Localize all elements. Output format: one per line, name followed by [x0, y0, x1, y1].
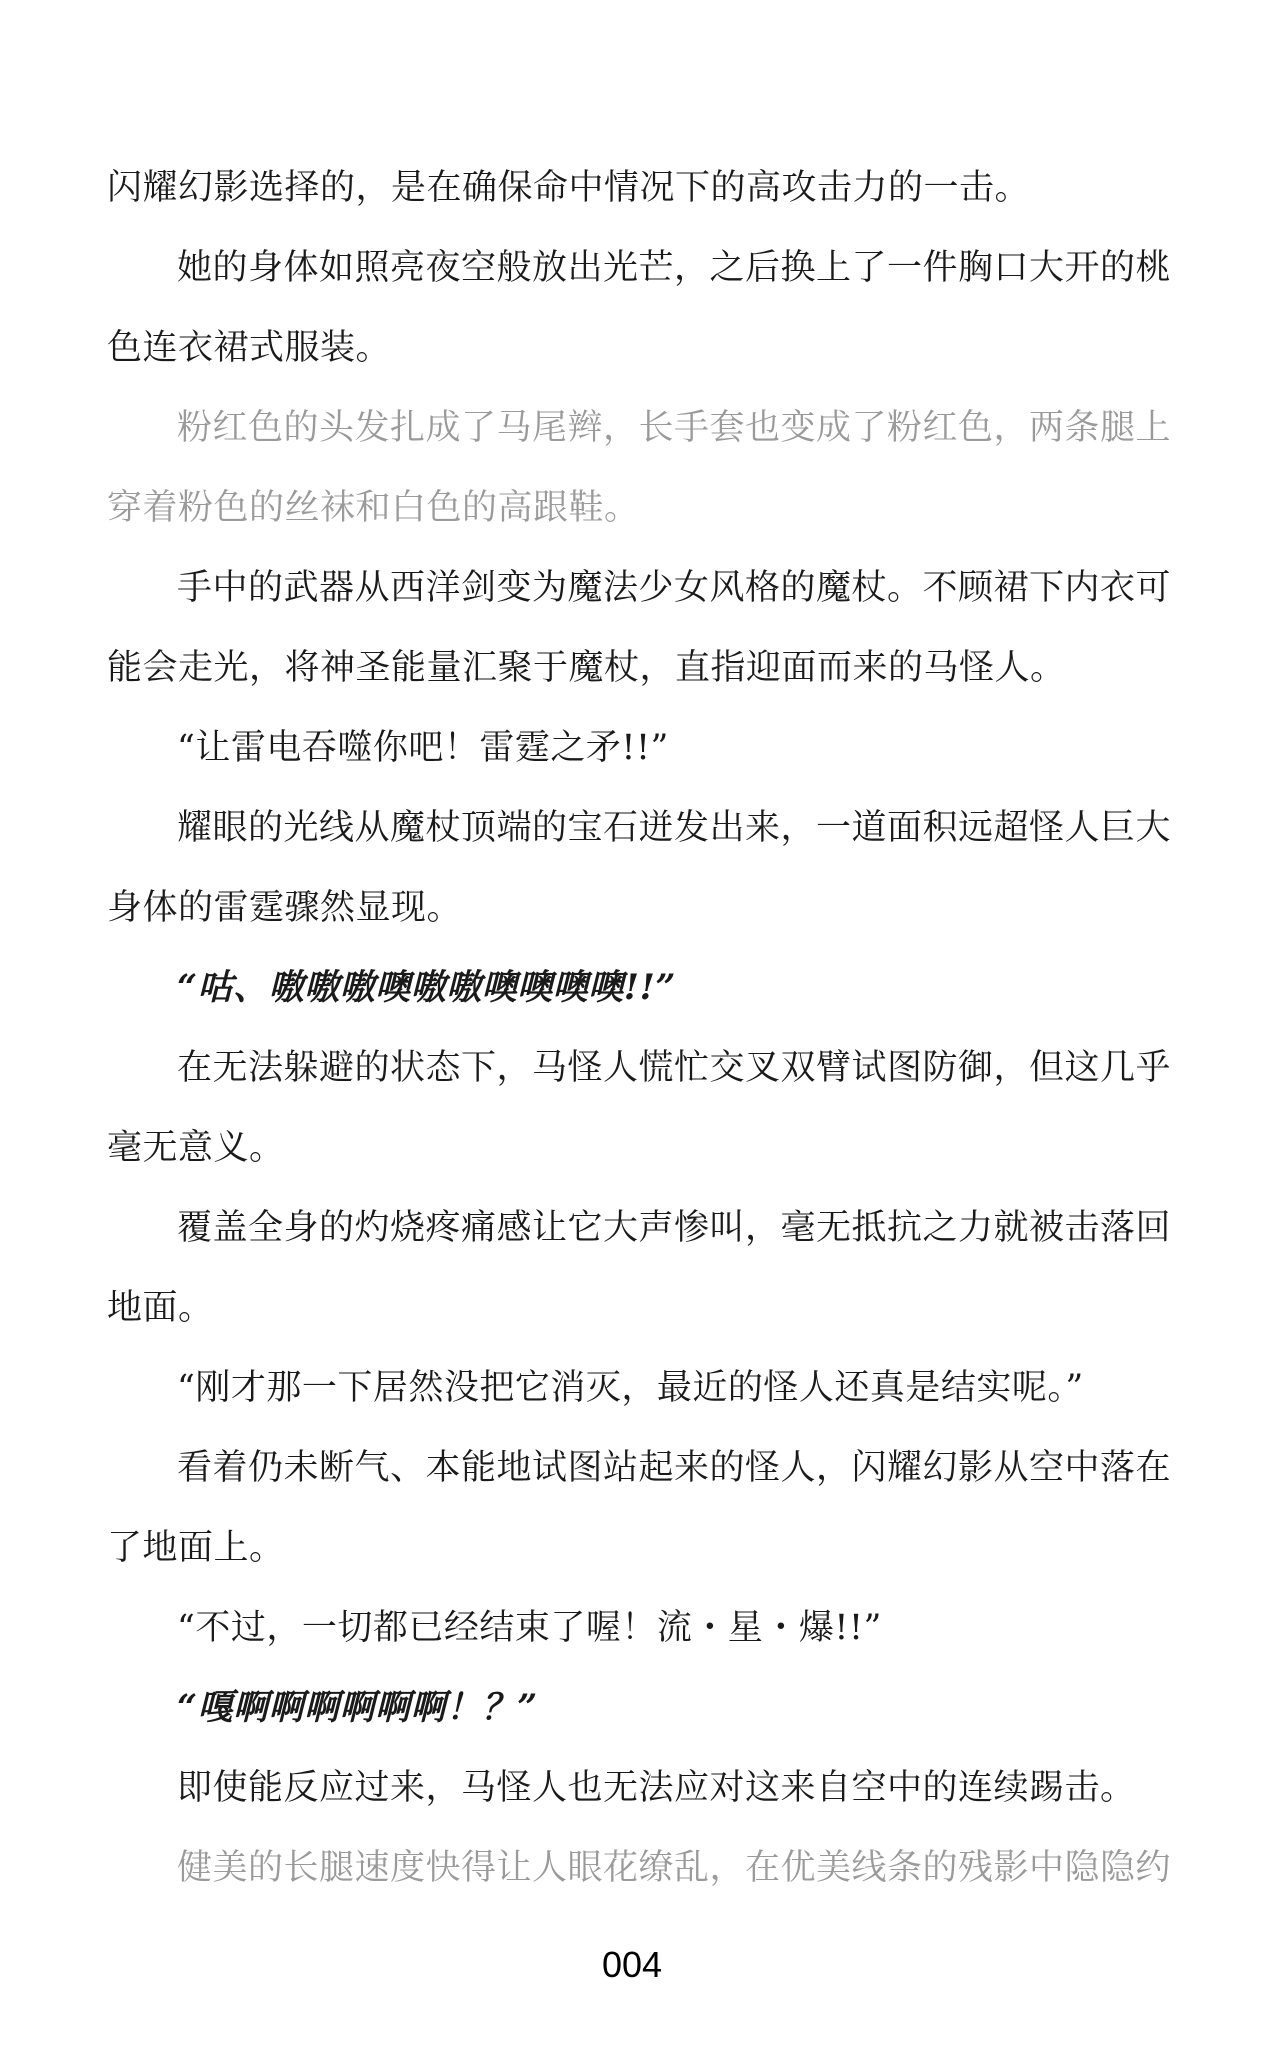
text-line: 看着仍未断气、本能地试图站起来的怪人，闪耀幻影从空中落在: [177, 1448, 1172, 1488]
text-line: 即使能反应过来，马怪人也无法应对这来自空中的连续踢击。: [177, 1768, 1136, 1808]
text-line: 能会走光，将神圣能量汇聚于魔杖，直指迎面而来的马怪人。: [107, 648, 1066, 688]
text-line: 了地面上。: [107, 1528, 285, 1568]
text-line: 穿着粉色的丝袜和白色的高跟鞋。: [107, 488, 640, 528]
text-line: 覆盖全身的灼烧疼痛感让它大声惨叫，毫无抵抗之力就被击落回: [177, 1208, 1172, 1248]
text-line: 手中的武器从西洋剑变为魔法少女风格的魔杖。不顾裙下内衣可: [177, 568, 1172, 608]
text-line: 身体的雷霆骤然显现。: [107, 888, 463, 928]
text-line: “咕、嗷嗷嗷噢嗷嗷噢噢噢噢!!”: [177, 967, 676, 1008]
text-line: 毫无意义。: [107, 1128, 285, 1168]
text-line: 粉红色的头发扎成了马尾辫，长手套也变成了粉红色，两条腿上: [177, 408, 1172, 448]
text-line: 地面。: [107, 1288, 214, 1328]
text-line: 健美的长腿速度快得让人眼花缭乱，在优美线条的残影中隐隐约: [177, 1848, 1172, 1888]
text-line: 在无法躲避的状态下，马怪人慌忙交叉双臂试图防御，但这几乎: [177, 1048, 1172, 1088]
text-line: 耀眼的光线从魔杖顶端的宝石迸发出来，一道面积远超怪人巨大: [177, 808, 1172, 848]
text-line: 闪耀幻影选择的，是在确保命中情况下的高攻击力的一击。: [107, 168, 1031, 208]
text-line: 色连衣裙式服装。: [107, 328, 392, 368]
text-line: “让雷电吞噬你吧！雷霆之矛!!”: [177, 728, 669, 768]
text-line: 她的身体如照亮夜空般放出光芒，之后换上了一件胸口大开的桃: [177, 248, 1172, 288]
text-line: “嘎啊啊啊啊啊啊！？”: [177, 1687, 538, 1728]
text-line: “不过，一切都已经结束了喔！流・星・爆!!”: [177, 1608, 882, 1648]
page-number: 004: [601, 1944, 663, 1985]
text-line: “刚才那一下居然没把它消灭，最近的怪人还真是结实呢。”: [177, 1368, 1084, 1408]
